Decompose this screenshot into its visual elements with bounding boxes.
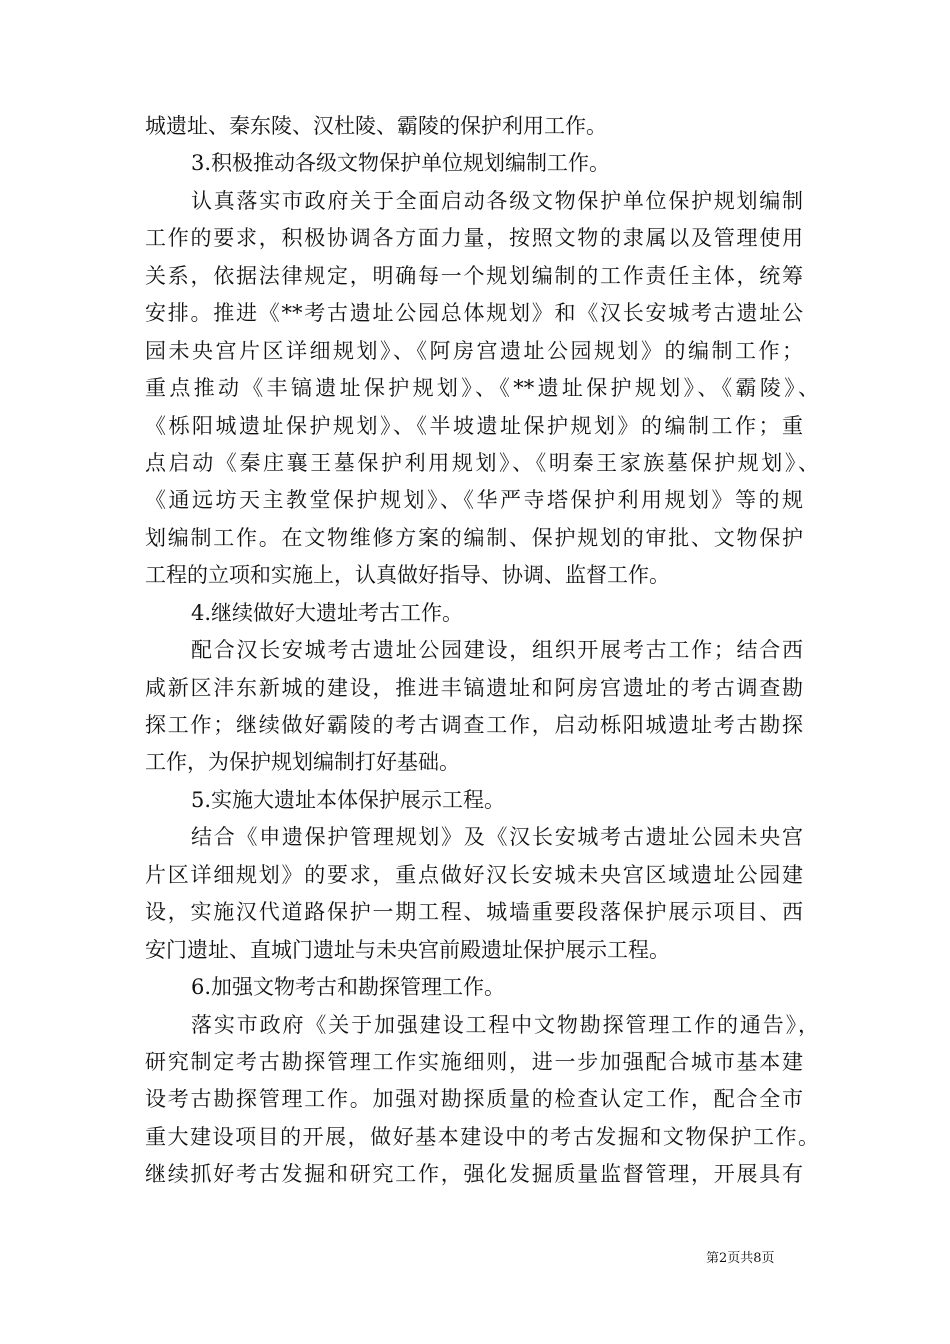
text-line: 认真落实市政府关于全面启动各级文物保护单位保护规划编制	[191, 188, 803, 213]
text-line: 点启动《秦庄襄王墓保护利用规划》、《明秦王家族墓保护规划》、	[145, 450, 819, 475]
text-line: 重大建设项目的开展，做好基本建设中的考古发掘和文物保护工作。	[145, 1124, 819, 1149]
text-line: 研究制定考古勘探管理工作实施细则，进一步加强配合城市基本建	[145, 1049, 803, 1074]
text-line: 安门遗址、直城门遗址与未央宫前殿遗址保护展示工程。	[145, 937, 670, 962]
text-line: 3.积极推动各级文物保护单位规划编制工作。	[191, 151, 611, 176]
text-line: 城遗址、秦东陵、汉杜陵、霸陵的保护利用工作。	[145, 114, 607, 138]
text-line: 工作，为保护规划编制打好基础。	[145, 750, 460, 775]
text-line: 安排。推进《**考古遗址公园总体规划》和《汉长安城考古遗址公	[145, 301, 803, 326]
text-line: 划编制工作。在文物维修方案的编制、保护规划的审批、文物保护	[145, 525, 803, 550]
text-line: 《栎阳城遗址保护规划》、《半坡遗址保护规划》的编制工作；重	[145, 413, 803, 438]
text-line: 落实市政府《关于加强建设工程中文物勘探管理工作的通告》，	[191, 1012, 819, 1037]
text-line: 结合《申遗保护管理规划》及《汉长安城考古遗址公园未央宫	[191, 825, 803, 850]
document-body	[145, 108, 819, 1194]
text-line: 《通远坊天主教堂保护规划》、《华严寺塔保护利用规划》等的规	[145, 488, 803, 513]
text-line: 片区详细规划》的要求，重点做好汉长安城未央宫区域遗址公园建	[145, 862, 803, 887]
text-line: 5.实施大遗址本体保护展示工程。	[191, 787, 506, 812]
text-line: 6.加强文物考古和勘探管理工作。	[191, 975, 506, 1000]
text-line: 4.继续做好大遗址考古工作。	[191, 600, 464, 625]
text-line: 工作的要求，积极协调各方面力量，按照文物的隶属以及管理使用	[145, 226, 803, 251]
text-line: 继续抓好考古发掘和研究工作，强化发掘质量监督管理，开展具有	[145, 1162, 803, 1187]
text-line: 配合汉长安城考古遗址公园建设，组织开展考古工作；结合西	[191, 638, 803, 663]
text-line: 探工作；继续做好霸陵的考古调查工作，启动栎阳城遗址考古勘探	[145, 713, 803, 737]
text-line: 咸新区沣东新城的建设，推进丰镐遗址和阿房宫遗址的考古调查勘	[145, 675, 803, 700]
page-number: 第2页共8页	[706, 1251, 775, 1266]
text-line: 设考古勘探管理工作。加强对勘探质量的检查认定工作，配合全市	[145, 1087, 803, 1112]
text-line: 设，实施汉代道路保护一期工程、城墙重要段落保护展示项目、西	[145, 900, 803, 925]
text-line: 重点推动《丰镐遗址保护规划》、《**遗址保护规划》、《霸陵》、	[145, 376, 819, 401]
text-line: 关系，依据法律规定，明确每一个规划编制的工作责任主体，统筹	[145, 263, 803, 288]
text-line: 工程的立项和实施上，认真做好指导、协调、监督工作。	[145, 563, 670, 588]
text-line: 园未央宫片区详细规划》、《阿房宫遗址公园规划》的编制工作；	[145, 338, 803, 363]
